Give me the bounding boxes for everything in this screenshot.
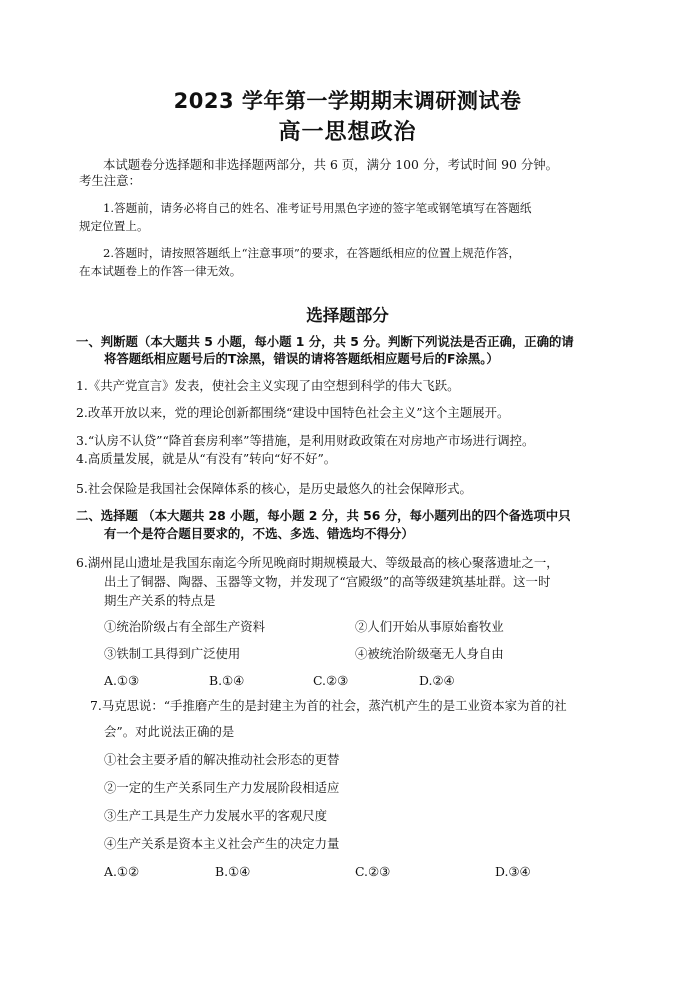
intro-line: 本试题卷分选择题和非选择题两部分，共 6 页，满分 100 分，考试时间 90 分钟。 xyxy=(103,157,559,172)
judge-item-1: 1.《共产党宣言》发表，使社会主义实现了由空想到科学的伟大飞跃。 xyxy=(76,378,460,393)
q6-stem-a: 6.湖州昆山遗址是我国东南迄今所见晚商时期规模最大、等级最高的核心聚落遗址之一， xyxy=(76,555,559,570)
notice-label: 考生注意： xyxy=(79,173,141,188)
part1-heading-b: 将答题纸相应题号后的T涂黑，错误的请将答题纸相应题号后的F涂黑。） xyxy=(104,351,499,366)
q7-option-b: B.①④ xyxy=(215,864,251,879)
section-title: 选择题部分 xyxy=(306,306,389,325)
q6-option-b: B.①④ xyxy=(209,673,245,688)
judge-item-5: 5.社会保险是我国社会保障体系的核心，是历史最悠久的社会保障形式。 xyxy=(76,481,472,496)
part1-heading-a: 一、判断题（本大题共 5 小题，每小题 1 分，共 5 分。判断下列说法是否正确，正确的请 xyxy=(76,334,574,349)
q7-option-a: A.①② xyxy=(104,864,140,879)
q6-statement-2: ②人们开始从事原始畜牧业 xyxy=(355,619,504,634)
q7-statement-2: ②一定的生产关系同生产力发展阶段相适应 xyxy=(104,780,340,795)
note-2-line-b: 在本试题卷上的作答一律无效。 xyxy=(79,264,242,278)
note-1-line-b: 规定位置上。 xyxy=(79,219,149,233)
part2-heading-a: 二、选择题 （本大题共 28 小题，每小题 2 分，共 56 分，每小题列出的四个备选项中只 xyxy=(76,508,571,523)
q6-option-d: D.②④ xyxy=(419,673,455,688)
exam-subject: 高一思想政治 xyxy=(278,120,417,145)
note-2-line-a: 2.答题时，请按照答题纸上“注意事项”的要求，在答题纸相应的位置上规范作答， xyxy=(103,246,521,260)
judge-item-3: 3.“认房不认贷”“降首套房利率”等措施，是利用财政政策在对房地产市场进行调控。 xyxy=(76,433,535,448)
judge-item-4: 4.高质量发展，就是从“有没有”转向“好不好”。 xyxy=(76,451,337,466)
q6-statement-3: ③铁制工具得到广泛使用 xyxy=(104,646,241,661)
q6-option-c: C.②③ xyxy=(313,673,349,688)
judge-item-2: 2.改革开放以来，党的理论创新都围绕“建设中国特色社会主义”这个主题展开。 xyxy=(76,405,510,420)
q7-statement-4: ④生产关系是资本主义社会产生的决定力量 xyxy=(104,836,340,851)
q7-statement-3: ③生产工具是生产力发展水平的客观尺度 xyxy=(104,808,328,823)
q7-stem-a: 7.马克思说：“手推磨产生的是封建主为首的社会，蒸汽机产生的是工业资本家为首的社 xyxy=(90,698,567,713)
q6-stem-c: 期生产关系的特点是 xyxy=(104,593,216,608)
q7-option-c: C.②③ xyxy=(355,864,391,879)
exam-title: 2023 学年第一学期期末调研测试卷 xyxy=(173,89,522,113)
note-1-line-a: 1.答题前，请务必将自己的姓名、准考证号用黑色字迹的签字笔或钢笔填写在答题纸 xyxy=(103,201,532,215)
q6-option-a: A.①③ xyxy=(104,673,140,688)
q6-stem-b: 出土了铜器、陶器、玉器等文物，并发现了“宫殿级”的高等级建筑基址群。这一时 xyxy=(104,574,551,589)
q6-statement-4: ④被统治阶级毫无人身自由 xyxy=(355,646,504,661)
q6-statement-1: ①统治阶级占有全部生产资料 xyxy=(104,619,266,634)
q7-stem-b: 会”。对此说法正确的是 xyxy=(104,724,235,739)
part2-heading-b: 有一个是符合题目要求的，不选、多选、错选均不得分） xyxy=(104,526,414,541)
q7-option-d: D.③④ xyxy=(495,864,531,879)
q7-statement-1: ①社会主要矛盾的解决推动社会形态的更替 xyxy=(104,752,340,767)
